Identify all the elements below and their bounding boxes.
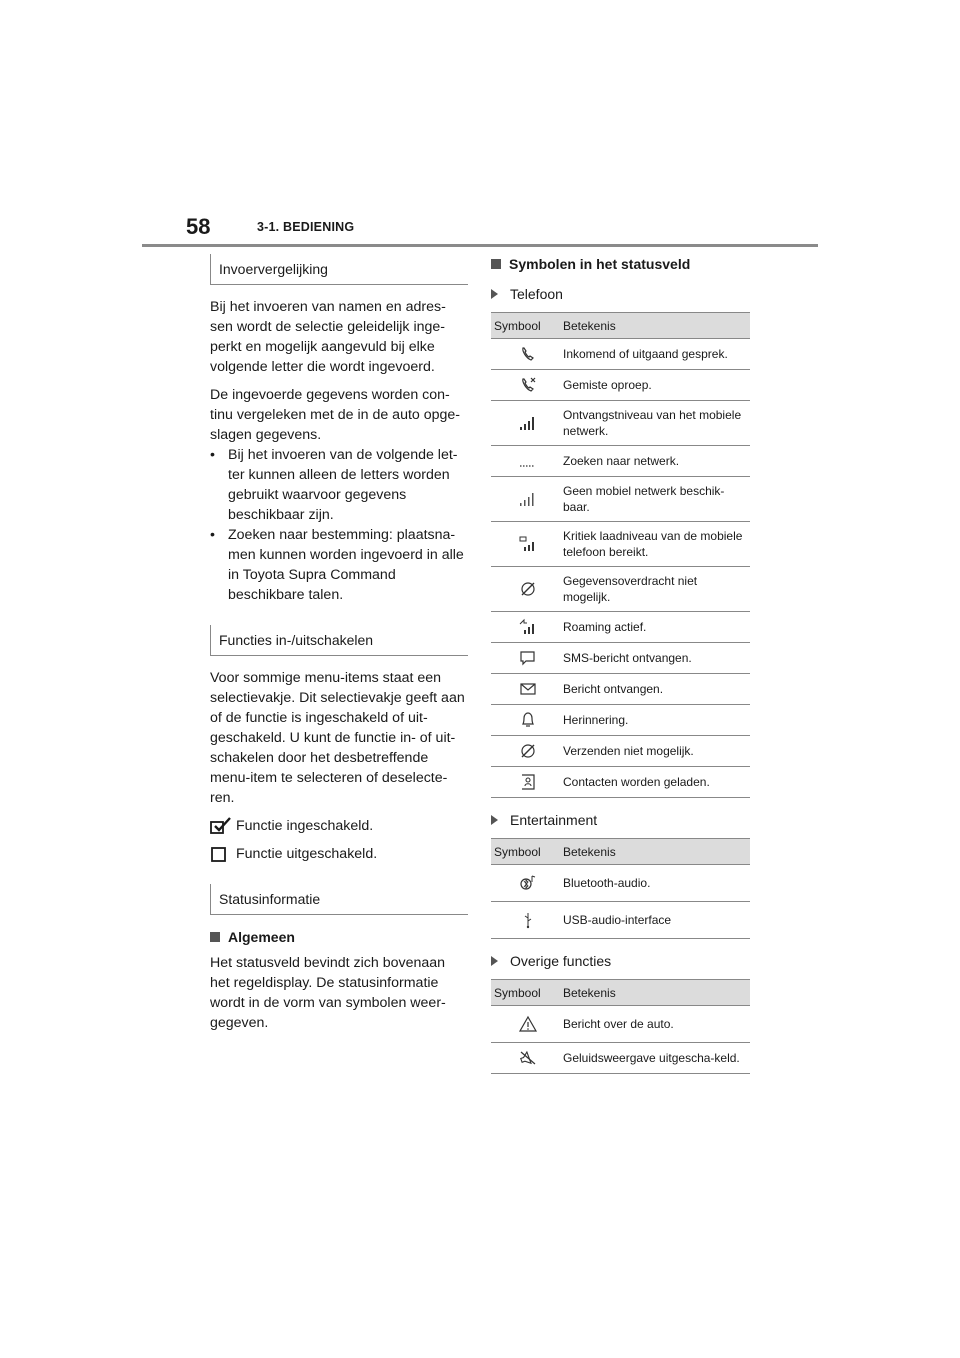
square-bullet-icon: [210, 932, 220, 942]
meaning: Verzenden niet mogelijk.: [560, 736, 750, 767]
table-row: [491, 477, 750, 522]
bullet-text: Bij het invoeren van de volgende let-ter kunnen alleen de letters worden gebruikt waarvoor gegevens beschikbaar zijn.: [228, 447, 458, 523]
section-title: 3-1. BEDIENING: [257, 220, 355, 234]
table-row: [491, 339, 750, 370]
subheading-functies: Functies in-/uitschakelen: [210, 625, 468, 656]
contacts-loading-icon: [518, 773, 538, 791]
bluetooth-audio-icon: [518, 874, 538, 892]
col-symbol: Symbool: [491, 313, 560, 339]
table-row: [491, 612, 750, 643]
col-meaning: Betekenis: [560, 839, 750, 865]
table-row: [491, 865, 750, 902]
usb-icon: [518, 911, 538, 929]
meaning: Bericht over de auto.: [560, 1006, 750, 1043]
symbols-heading-text: Symbolen in het statusveld: [509, 256, 691, 272]
warning-icon: [518, 1015, 538, 1033]
meaning: Contacten worden geladen.: [560, 767, 750, 798]
missed-call-icon: [518, 376, 538, 394]
meaning: Bluetooth-audio.: [560, 865, 750, 902]
triangle-bullet-icon: [491, 289, 498, 299]
signal-strength-icon: [518, 414, 538, 432]
checkbox-off-label: Functie uitgeschakeld.: [236, 846, 378, 862]
group-title: Telefoon: [510, 286, 563, 302]
subsection-title: Algemeen: [228, 929, 295, 945]
table-row: [491, 902, 750, 939]
col-symbol: Symbool: [491, 980, 560, 1006]
group-telefoon: [491, 284, 750, 304]
meaning: Roaming actief.: [560, 612, 750, 643]
paragraph: Het statusveld bevindt zich bovenaan het regeldisplay. De statusinformatie wordt in de vorm van symbolen weer-gegeven.: [210, 955, 446, 1031]
table-row: [491, 522, 750, 567]
send-blocked-icon: [518, 742, 538, 760]
checkbox-checked-icon: [210, 817, 232, 835]
subheading-status: Statusinformatie: [210, 884, 468, 915]
table-row: [491, 705, 750, 736]
bullet-text: Zoeken naar bestemming: plaatsna-men kunnen worden ingevoerd in alle in Toyota Supra Command beschikbare talen.: [228, 527, 464, 603]
bullet-item: [210, 445, 468, 525]
col-meaning: Betekenis: [560, 980, 750, 1006]
table-row: [491, 674, 750, 705]
table-row: [491, 370, 750, 401]
checkbox-unchecked-icon: [210, 845, 232, 863]
meaning: Zoeken naar netwerk.: [560, 446, 750, 477]
table-row: [491, 767, 750, 798]
meaning: Herinnering.: [560, 705, 750, 736]
meaning: Geen mobiel netwerk beschik-baar.: [560, 477, 750, 522]
bullet-item: [210, 525, 468, 605]
group-overige: [491, 951, 750, 971]
table-row: [491, 736, 750, 767]
entertainment-symbol-table: [491, 838, 750, 939]
table-row: [491, 1043, 750, 1074]
square-bullet-icon: [491, 259, 501, 269]
page-number: 58: [186, 214, 211, 239]
mute-icon: [518, 1049, 538, 1067]
paragraph: De ingevoerde gegevens worden con-tinu vergeleken met de in de auto opge-slagen gegevens.: [210, 387, 461, 443]
overige-symbol-table: [491, 979, 750, 1074]
subheading-invoer: Invoervergelijking: [210, 254, 468, 285]
checkbox-on-label: Functie ingeschakeld.: [236, 818, 374, 834]
table-row: [491, 567, 750, 612]
network-search-icon: [518, 452, 538, 470]
symbols-heading: [491, 254, 750, 274]
meaning: Gemiste oproep.: [560, 370, 750, 401]
meaning: SMS-bericht ontvangen.: [560, 643, 750, 674]
meaning: Geluidsweergave uitgescha-keld.: [560, 1043, 750, 1074]
group-title: Overige functies: [510, 953, 612, 969]
mail-icon: [518, 680, 538, 698]
group-entertainment: [491, 810, 750, 830]
paragraph: Voor sommige menu-items staat een selectievakje. Dit selectievakje geeft aan of de functie is ingeschakeld of uit-geschakeld. U kunt de functie in- of uit-schakelen door het desbetreffende menu-item te selecteren of deselecte-ren.: [210, 670, 465, 806]
meaning: Inkomend of uitgaand gesprek.: [560, 339, 750, 370]
roaming-icon: [518, 618, 538, 636]
low-battery-icon: [518, 535, 538, 553]
meaning: Kritiek laadniveau van de mobiele telefoon bereikt.: [560, 522, 750, 567]
bullet-dot: •: [210, 447, 215, 463]
meaning: Ontvangstniveau van het mobiele netwerk.: [560, 401, 750, 446]
left-column: [210, 254, 468, 1041]
right-column: [491, 254, 750, 1074]
checkbox-on-legend: [210, 816, 468, 836]
phone-call-icon: [518, 345, 538, 363]
table-row: [491, 643, 750, 674]
checkbox-off-legend: [210, 844, 468, 864]
meaning: Gegevensoverdracht niet mogelijk.: [560, 567, 750, 612]
group-title: Entertainment: [510, 812, 598, 828]
triangle-bullet-icon: [491, 956, 498, 966]
meaning: USB-audio-interface: [560, 902, 750, 939]
bullet-dot: •: [210, 527, 215, 543]
col-meaning: Betekenis: [560, 313, 750, 339]
col-symbol: Symbool: [491, 839, 560, 865]
table-row: [491, 446, 750, 477]
no-data-icon: [518, 580, 538, 598]
sms-icon: [518, 649, 538, 667]
no-network-icon: [518, 490, 538, 508]
subsection-algemeen: [210, 927, 468, 947]
bell-icon: [518, 711, 538, 729]
table-row: [491, 1006, 750, 1043]
paragraph: Bij het invoeren van namen en adres-sen wordt de selectie geleidelijk inge-perkt en mogelijk aangevuld bij elke volgende letter die wordt ingevoerd.: [210, 299, 446, 375]
telefoon-symbol-table: [491, 312, 750, 798]
triangle-bullet-icon: [491, 815, 498, 825]
meaning: Bericht ontvangen.: [560, 674, 750, 705]
header-divider: [142, 244, 818, 247]
table-row: [491, 401, 750, 446]
